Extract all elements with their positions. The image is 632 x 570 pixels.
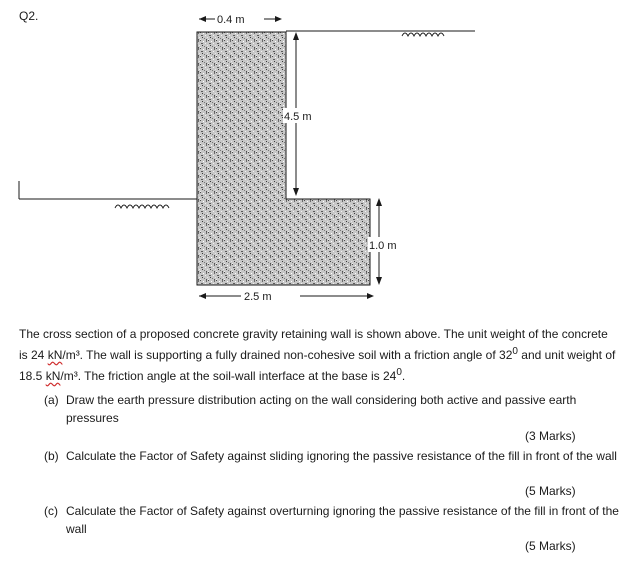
front-soil-symbol — [115, 205, 169, 208]
part-c-text: Calculate the Factor of Safety against overturning ignoring the passive resistance of the fill in front of the wall — [66, 504, 619, 536]
base-width-label: 2.5 m — [244, 291, 272, 303]
part-a-marks: (3 Marks) — [525, 429, 576, 443]
backfill-soil-symbol — [402, 33, 444, 36]
question-number: Q2. — [19, 9, 39, 23]
part-a-letter: (a) — [44, 393, 59, 407]
part-a-text: Draw the earth pressure distribution acting on the wall considering both active and passive earth pressures — [66, 393, 577, 425]
part-c-marks: (5 Marks) — [525, 539, 576, 553]
part-b-text: Calculate the Factor of Safety against sliding ignoring the passive resistance of the fill in front of the wall — [66, 449, 617, 463]
top-width-label: 0.4 m — [217, 14, 245, 26]
description-text-4: /m³. The friction angle at the soil-wall interface at the base is 24 — [60, 369, 397, 383]
degree-mark-1: 0 — [512, 346, 518, 357]
problem-description — [19, 326, 619, 385]
part-c-letter: (c) — [44, 504, 58, 518]
degree-mark-2: 0 — [396, 367, 402, 378]
description-text-2: /m³. The wall is supporting a fully drained non-cohesive soil with a friction angle of 32 — [62, 348, 513, 362]
part-b-letter: (b) — [44, 449, 59, 463]
part-b-marks: (5 Marks) — [525, 484, 576, 498]
description-text-5: . — [401, 369, 406, 383]
stem-height-label: 4.5 m — [284, 111, 312, 123]
description-text-3: and unit weight of 18.5 — [19, 348, 616, 383]
toe-height-label: 1.0 m — [369, 240, 397, 252]
unit-kn-1: kN — [47, 348, 63, 362]
concrete-wall — [197, 32, 370, 285]
unit-kn-2: kN — [45, 369, 61, 383]
description-text-1: The cross section of a proposed concrete gravity retaining wall is shown above. The unit weight of the concrete is 24 — [19, 327, 608, 362]
